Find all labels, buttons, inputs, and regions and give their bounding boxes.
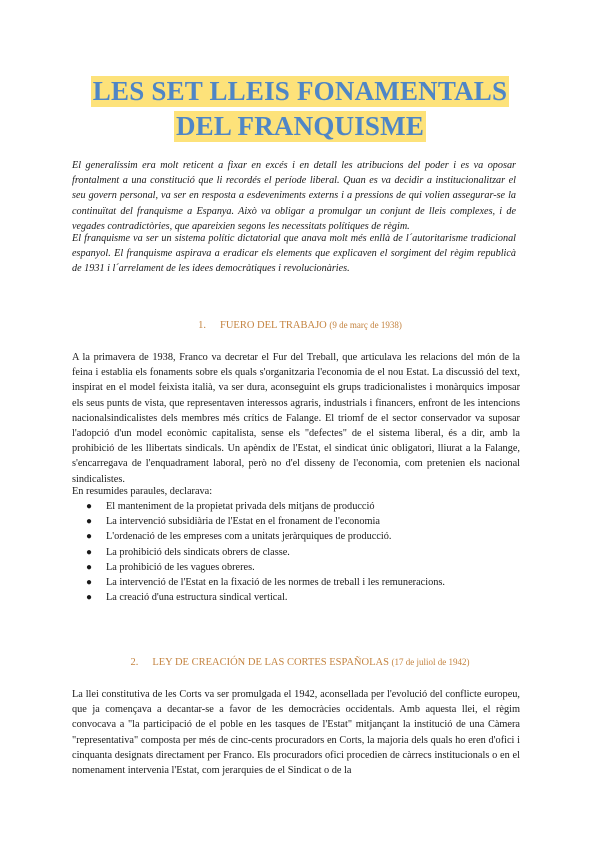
bullet-icon: ● xyxy=(86,516,93,528)
title-line-2: DEL FRANQUISME xyxy=(175,111,425,141)
document-title xyxy=(0,76,600,142)
list-item xyxy=(84,545,514,560)
section-1-number: 1. xyxy=(198,320,206,331)
section-1-list xyxy=(84,499,514,605)
list-item-text: La intervenció de l'Estat en la fixació de les normes de treball i les remuneracions. xyxy=(106,577,445,589)
bullet-icon: ● xyxy=(86,531,93,543)
list-item xyxy=(84,575,514,590)
section-2-date: (17 de juliol de 1942) xyxy=(391,657,470,667)
section-2-title: LEY DE CREACIÓN DE LAS CORTES ESPAÑOLAS xyxy=(152,657,389,668)
list-item-text: El manteniment de la propietat privada dels mitjans de producció xyxy=(106,501,375,512)
list-item-text: La creació d'una estructura sindical vertical. xyxy=(106,592,288,604)
section-2-body: La llei constitutiva de les Corts va ser promulgada el 1942, aconsellada per l'evolució del conflicte europeu, que ja començava a decantar-se a favor de les democràcies occidentals. Amb aquesta llei, el règim convocava a "la participació de el poble en les tasques de l'Estat" mitjançant la institució de una Càmera "representativa" composta per més de cinc-cents procuradors en Corts, la majoria dels quals ho eren d'ofici i cinquanta designats directament per Franco. Els procuradors ofici procedien de càrrecs institucionals o en el nomenament intervenia l'Estat, com jerarquies de el Sindicat o de la xyxy=(72,689,520,777)
intro-paragraph-2: El franquisme va ser un sistema polític dictatorial que anava molt més enllà de l´autoritarisme tradicional espanyol. El franquisme aspirava a eradicar els elements que explicaven el sorgiment del règim republicà de 1931 i l´arrelament de les idees democràtiques i revolucionàries. xyxy=(72,233,516,275)
list-item-text: L'ordenació de les empreses com a unitats jeràrquiques de producció. xyxy=(106,531,392,543)
list-item xyxy=(84,590,514,605)
list-item xyxy=(84,514,514,529)
list-item xyxy=(84,529,514,544)
list-item-text: La prohibició dels sindicats obrers de classe. xyxy=(106,546,290,558)
title-line-1: LES SET LLEIS FONAMENTALS xyxy=(92,76,508,106)
list-item xyxy=(84,560,514,575)
section-1-body: A la primavera de 1938, Franco va decretar el Fur del Treball, que articulava les relacions del món de la feina i establia els fonaments sobre els quals s'organitzaria l'economia de el nou Estat. La discussió del text, inspirat en el model feixista italià, va ser dura, aconseguint els grups tradicionalistes i monàrquics imposar els seus punts de vista, que representaven interessos agraris, industrials i financers, enfront de les intencions nacionalsindicalistes dels membres més crítics de Falange. El triomf de el sector conservador va suposar l'adopció d'un model econòmic capitalista, sense els "defectes" de el sistema liberal, és a dir, amb la prohibició de les llibertats sindicals. Un apèndix de l'Estat, el sindicat únic obligatori, lliurat a la Falange, s'encarregava de l'enquadrament laboral, però no d'el disseny de l'economia, com pretenien els nacional sindicalistes. xyxy=(72,352,520,485)
bullet-icon: ● xyxy=(86,592,93,604)
list-item-text: La intervenció subsidiària de l'Estat en el fronament de l'economia xyxy=(106,516,380,528)
intro-paragraph-1: El generalíssim era molt reticent a fixar en excés i en detall les atribucions del poder i es va oposar frontalment a una constitució que li recordés el període liberal. Quan es va decidir a institucionalitzar el seu govern personal, va ser en resposta a esdeveniments externs i a pressions de qui volien assegurar-se la continuïtat del franquisme a Espanya. Això va obligar a promulgar un conjunt de lleis complexes, i de vegades contradictòries, que apareixien segons les necessitats polítiques de règim. xyxy=(72,160,516,232)
section-1-date: (9 de març de 1938) xyxy=(329,320,402,330)
section-2-heading xyxy=(0,657,600,668)
bullet-icon: ● xyxy=(86,561,93,573)
bullet-icon: ● xyxy=(86,577,93,589)
list-item-text: La prohibició de les vagues obreres. xyxy=(106,561,255,573)
list-item xyxy=(84,499,514,514)
section-1-heading xyxy=(0,320,600,331)
bullet-icon: ● xyxy=(86,501,93,512)
section-2-number: 2. xyxy=(130,657,139,668)
section-1-title: FUERO DEL TRABAJO xyxy=(220,320,327,331)
section-1-list-intro: En resumides paraules, declarava: xyxy=(72,486,213,497)
bullet-icon: ● xyxy=(86,546,93,558)
